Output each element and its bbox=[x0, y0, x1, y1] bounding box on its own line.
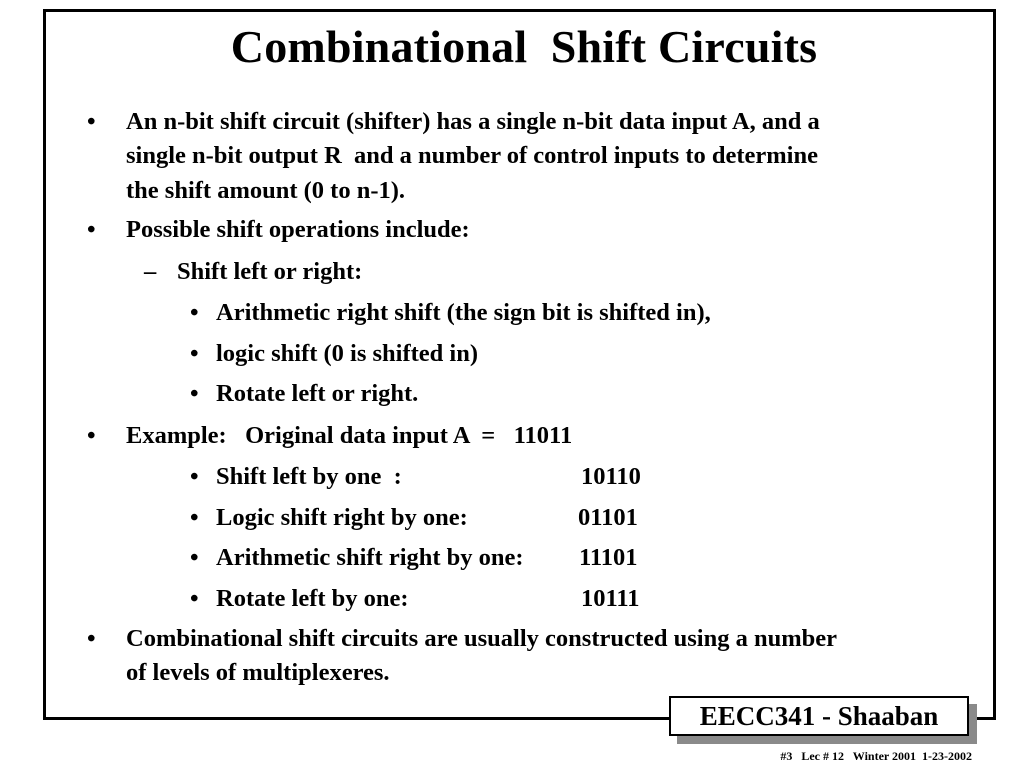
bullet-marker: • bbox=[190, 544, 199, 571]
bullet-marker: • bbox=[87, 108, 96, 135]
bullet-marker: • bbox=[87, 422, 96, 449]
slide-footer: #3 Lec # 12 Winter 2001 1-23-2002 bbox=[780, 749, 972, 763]
example-label-rotate-left: Rotate left by one: bbox=[216, 585, 409, 612]
example-label-arithmetic-shift-right: Arithmetic shift right by one: bbox=[216, 544, 524, 571]
bullet-marker: • bbox=[87, 216, 96, 243]
sub-bullet-shift-left-right: Shift left or right: bbox=[177, 258, 363, 285]
slide-title: Combinational Shift Circuits bbox=[230, 21, 818, 72]
sub-item-arithmetic-right-shift: Arithmetic right shift (the sign bit is shifted in), bbox=[216, 299, 711, 326]
bullet-marker: • bbox=[190, 380, 199, 407]
example-original-input: Example: Original data input A = 11011 bbox=[126, 422, 573, 449]
example-label-logic-shift-right: Logic shift right by one: bbox=[216, 504, 468, 531]
example-value-shift-left: 10110 bbox=[581, 463, 641, 490]
bullet-marker: • bbox=[190, 585, 199, 612]
course-badge: EECC341 - Shaaban bbox=[669, 696, 969, 736]
bullet-4-line-2: of levels of multiplexeres. bbox=[126, 659, 390, 686]
bullet-marker: • bbox=[190, 299, 199, 326]
bullet-marker: • bbox=[190, 340, 199, 367]
bullet-marker: • bbox=[190, 463, 199, 490]
example-value-arithmetic-shift-right: 11101 bbox=[579, 544, 638, 571]
bullet-4-line-1: Combinational shift circuits are usually constructed using a number bbox=[126, 625, 838, 652]
bullet-1-line-3: the shift amount (0 to n-1). bbox=[126, 177, 406, 204]
sub-item-rotate: Rotate left or right. bbox=[216, 380, 419, 407]
bullet-marker: • bbox=[190, 504, 199, 531]
sub-item-logic-shift: logic shift (0 is shifted in) bbox=[216, 340, 479, 367]
bullet-marker: • bbox=[87, 625, 96, 652]
bullet-2-text: Possible shift operations include: bbox=[126, 216, 470, 243]
bullet-1-line-2: single n-bit output R and a number of control inputs to determine bbox=[126, 142, 818, 169]
example-label-shift-left: Shift left by one : bbox=[216, 463, 402, 490]
example-value-logic-shift-right: 01101 bbox=[578, 504, 638, 531]
example-value-rotate-left: 10111 bbox=[581, 585, 640, 612]
bullet-1-line-1: An n-bit shift circuit (shifter) has a single n-bit data input A, and a bbox=[126, 108, 820, 135]
dash-marker: – bbox=[144, 258, 157, 285]
